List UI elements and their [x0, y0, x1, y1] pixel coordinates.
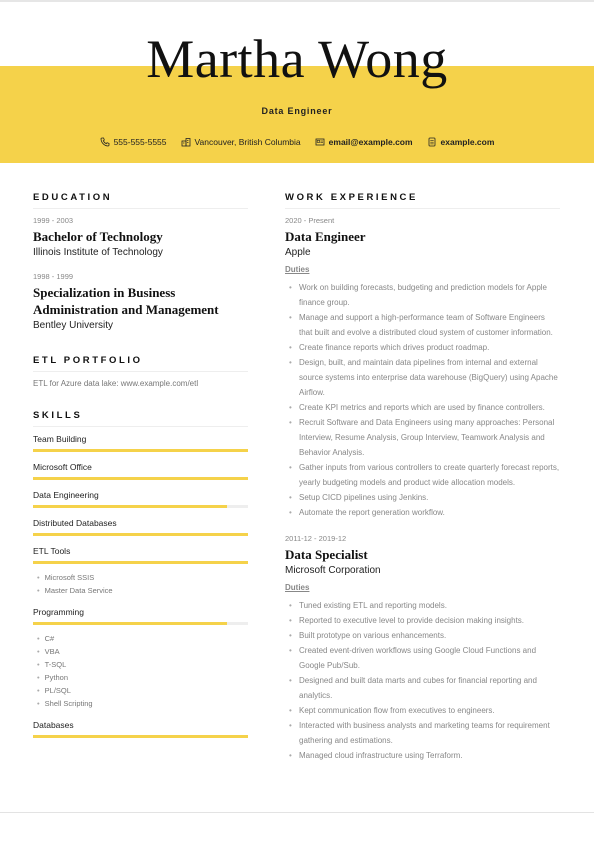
phone-icon	[100, 137, 110, 147]
skill-name: Databases	[33, 720, 74, 730]
skill-bar-fill	[33, 561, 248, 564]
skill-item	[33, 462, 248, 480]
duty-item: • Setup CICD pipelines using Jenkins.	[289, 490, 560, 505]
contact-phone-text: 555-555-5555	[113, 137, 167, 147]
contact-email-text: email@example.com	[328, 137, 413, 147]
skill-subitem: • PL/SQL	[37, 684, 248, 697]
education-dates: 1999 - 2003	[33, 216, 74, 225]
duty-item: • Automate the report generation workflow.	[289, 505, 560, 520]
skill-bar-fill	[33, 533, 248, 536]
skill-name: Team Building	[33, 434, 87, 444]
contact-website[interactable]	[427, 137, 495, 147]
job-title: Data Engineer	[285, 229, 366, 244]
education-dates: 1998 - 1999	[33, 272, 74, 281]
skill-name: Distributed Databases	[33, 518, 117, 528]
skill-bar	[33, 477, 248, 480]
contact-website-text: example.com	[440, 137, 495, 147]
skill-bar	[33, 505, 248, 508]
portfolio-title: ETL PORTFOLIO	[33, 355, 248, 372]
education-school: Bentley University	[33, 320, 114, 331]
job-company: Apple	[285, 247, 311, 258]
skill-subitems	[33, 571, 248, 597]
duty-item: • Kept communication flow from executives to engineers.	[289, 703, 560, 718]
duty-item: • Managed cloud infrastructure using Terraform.	[289, 748, 560, 763]
duties-label: Duties	[285, 265, 310, 274]
skill-item	[33, 607, 248, 710]
skill-bar-fill	[33, 505, 227, 508]
job-title: Data Specialist	[285, 547, 368, 562]
right-column	[285, 192, 560, 773]
duty-list	[285, 598, 560, 763]
buildings-icon	[181, 137, 191, 147]
experience-title: WORK EXPERIENCE	[285, 192, 560, 209]
skill-subitems	[33, 632, 248, 710]
skill-subitem: • Master Data Service	[37, 584, 248, 597]
contact-email[interactable]	[315, 137, 413, 147]
skill-subitem: • Python	[37, 671, 248, 684]
education-school: Illinois Institute of Technology	[33, 247, 163, 258]
skill-bar	[33, 533, 248, 536]
contact-location[interactable]	[181, 137, 301, 147]
skill-item	[33, 490, 248, 508]
duty-item: • Gather inputs from various controllers to create quarterly forecast reports, yearly budgeting models and product wide allocation models.	[289, 460, 560, 490]
duty-item: • Manage and support a high-performance team of Software Engineers that built and evolve a distributed cloud system of customer information.	[289, 310, 560, 340]
left-column	[33, 192, 248, 748]
job-item	[285, 534, 560, 763]
skill-item	[33, 518, 248, 536]
skill-subitem: • VBA	[37, 645, 248, 658]
skills-title: SKILLS	[33, 410, 248, 427]
skill-subitem: • C#	[37, 632, 248, 645]
skill-bar-fill	[33, 449, 248, 452]
education-degree: Bachelor of Technology	[33, 229, 163, 244]
portfolio-text: ETL for Azure data lake: www.example.com/etl	[33, 379, 199, 388]
skill-bar	[33, 449, 248, 452]
job-dates: 2020 - Present	[285, 216, 335, 225]
duty-item: • Create KPI metrics and reports which are used by finance controllers.	[289, 400, 560, 415]
page-bottom-edge	[0, 812, 594, 843]
skill-item	[33, 720, 248, 738]
duty-item: • Built prototype on various enhancements.	[289, 628, 560, 643]
education-degree: Specialization in Business Administration and Management	[33, 285, 219, 317]
skill-item	[33, 434, 248, 452]
skill-item	[33, 546, 248, 597]
resume-role: Data Engineer	[261, 106, 333, 116]
job-item	[285, 216, 560, 520]
education-item	[33, 272, 248, 331]
duty-item: • Recruit Software and Data Engineers using many approaches: Personal Interview, Resume Analysis, Group Interview, Teamwork Analysis and Behavior Analysis.	[289, 415, 560, 460]
duty-item: • Work on building forecasts, budgeting and prediction models for Apple finance group.	[289, 280, 560, 310]
contact-phone[interactable]	[100, 137, 167, 147]
skill-subitem: • T-SQL	[37, 658, 248, 671]
duty-item: • Interacted with business analysts and marketing teams for requirement gathering and estimations.	[289, 718, 560, 748]
skill-subitem: • Microsoft SSIS	[37, 571, 248, 584]
skill-bar	[33, 561, 248, 564]
skill-bar-fill	[33, 477, 248, 480]
duty-item: • Reported to executive level to provide decision making insights.	[289, 613, 560, 628]
email-icon	[315, 137, 325, 147]
skill-bar-fill	[33, 735, 248, 738]
duty-item: • Designed and built data marts and cubes for financial reporting and analytics.	[289, 673, 560, 703]
contact-location-text: Vancouver, British Columbia	[194, 137, 301, 147]
contact-row	[0, 137, 594, 147]
resume-name: Martha Wong	[146, 29, 448, 89]
skill-name: ETL Tools	[33, 546, 71, 556]
skill-name: Microsoft Office	[33, 462, 92, 472]
skill-name: Programming	[33, 607, 85, 617]
duties-label: Duties	[285, 583, 310, 592]
duty-list	[285, 280, 560, 520]
page-icon	[427, 137, 437, 147]
education-title: EDUCATION	[33, 192, 248, 209]
skill-name: Data Engineering	[33, 490, 99, 500]
skill-subitem: • Shell Scripting	[37, 697, 248, 710]
skill-bar	[33, 622, 248, 625]
job-dates: 2011-12 - 2019-12	[285, 534, 347, 543]
duty-item: • Created event-driven workflows using Google Cloud Functions and Google Pub/Sub.	[289, 643, 560, 673]
duty-item: • Create finance reports which drives product roadmap.	[289, 340, 560, 355]
skill-bar-fill	[33, 622, 227, 625]
duty-item: • Design, built, and maintain data pipelines from internal and external source systems into enterprise data warehouse (BigQuery) using Apache Airflow.	[289, 355, 560, 400]
duty-item: • Tuned existing ETL and reporting models.	[289, 598, 560, 613]
education-item	[33, 216, 248, 258]
skill-bar	[33, 735, 248, 738]
page-top-edge	[0, 0, 594, 2]
job-company: Microsoft Corporation	[285, 565, 381, 576]
